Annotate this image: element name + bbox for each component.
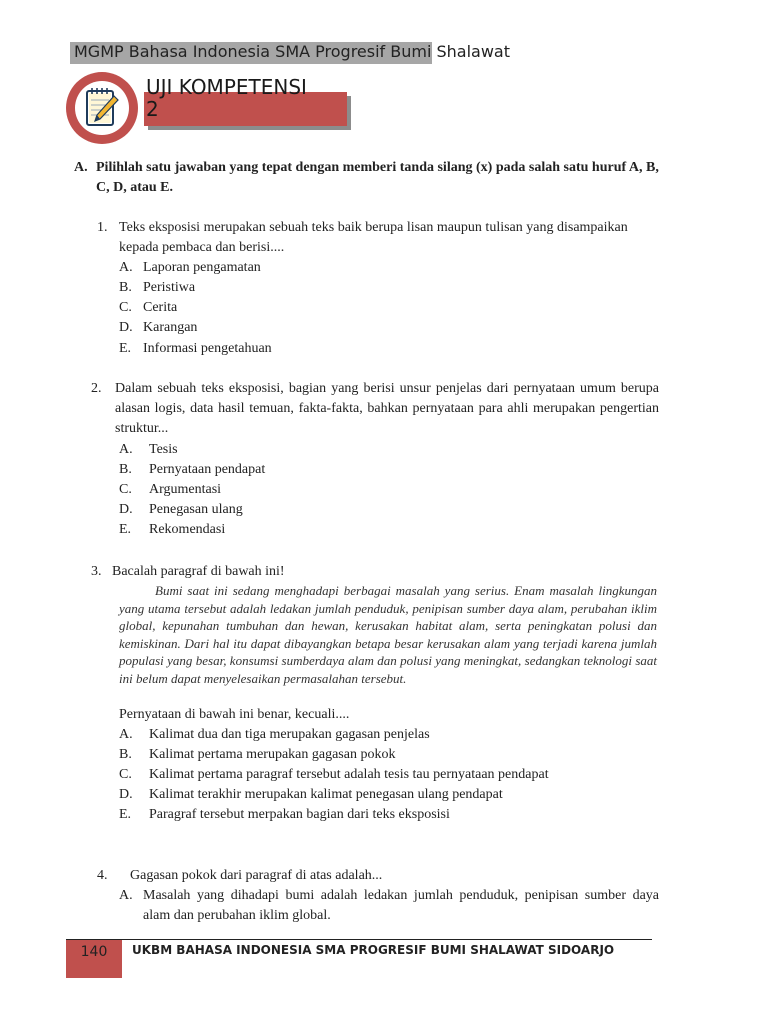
option-3d[interactable]: D. Kalimat terakhir merupakan kalimat penegasan ulang pendapat [119,787,503,802]
question-text: Bacalah paragraf di bawah ini! [112,564,285,579]
question-4 [97,866,659,886]
question-1 [97,218,659,258]
section-instruction [74,158,664,198]
option-1c[interactable]: C. Cerita [119,300,178,315]
option-1d[interactable]: D. Karangan [119,320,198,335]
option-2d[interactable]: D. Penegasan ulang [119,502,243,517]
option-2a[interactable]: A. Tesis [119,442,178,457]
footer-text: UKBM BAHASA INDONESIA SMA PROGRESIF BUMI SHALAWAT SIDOARJO [132,943,615,957]
notebook-pencil-icon [84,86,120,128]
question-text: Gagasan pokok dari paragraf di atas adalah... [130,868,383,883]
option-3e[interactable]: E. Paragraf tersebut merpakan bagian dari teks eksposisi [119,807,450,822]
question-3 [91,562,659,582]
option-2b[interactable]: B. Pernyataan pendapat [119,462,266,477]
option-1b[interactable]: B. Peristiwa [119,280,196,295]
question-number: 4. [97,868,108,883]
question-number: 3. [91,564,102,579]
question-prompt: Pernyataan di bawah ini benar, kecuali.... [119,707,350,722]
question-text: Teks eksposisi merupakan sebuah teks baik berupa lisan maupun tulisan yang disampaikan kepada pembaca dan berisi.... [119,220,628,255]
page-title [146,76,307,120]
option-3c[interactable]: C. Kalimat pertama paragraf tersebut adalah tesis tau pernyataan pendapat [119,767,549,782]
option-4a[interactable]: A. Masalah yang dihadapi bumi adalah ledakan jumlah penduduk, penipisan sumber daya alam dan perubahan iklim global. [119,888,659,923]
option-1e[interactable]: E. Informasi pengetahuan [119,341,272,356]
section-label: A. [74,160,88,175]
question-2 [91,379,659,439]
footer-rule [66,939,652,940]
page-number: 140 [80,944,108,960]
option-2e[interactable]: E. Rekomendasi [119,522,226,537]
header-title: MGMP Bahasa Indonesia SMA Progresif Bumi Shalawat [74,42,511,61]
question-number: 1. [97,220,108,235]
question-text: Dalam sebuah teks eksposisi, bagian yang berisi unsur penjelas dari pernyataan umum berupa alasan logis, data hasil temuan, fakta-fakta, bahkan pernyataan para ahli merupakan pengertian struktur... [115,381,659,436]
option-2c[interactable]: C. Argumentasi [119,482,222,497]
page-title-line2: 2 [146,97,159,121]
option-3a[interactable]: A. Kalimat dua dan tiga merupakan gagasan penjelas [119,727,430,742]
question-number: 2. [91,381,102,396]
option-3b[interactable]: B. Kalimat pertama merupakan gagasan pokok [119,747,396,762]
option-1a[interactable]: A. Laporan pengamatan [119,260,261,275]
reading-passage: Bumi saat ini sedang menghadapi berbagai masalah yang serius. Enam masalah lingkungan yang utama tersebut adalah ledakan jumlah penduduk, penipisan sumber daya alam, perubahan iklim global, kepunahan tumbuhan dan hewan, kerusakan habitat alam, serta peningkatan polusi dan kemiskinan. Dari hal itu dapat dibayangkan betapa besar kerusakan alam yang terjadi karena jumlah populasi yang besar, konsumsi sumberdaya alam dan polusi yang meningkat, sedangkan teknologi saat ini belum dapat menyelesaikan permasalahan tersebut. [119,583,657,686]
section-instruction-text: Pilihlah satu jawaban yang tepat dengan memberi tanda silang (x) pada salah satu huruf A, B, C, D, atau E. [96,160,659,195]
page-title-line1: UJI KOMPETENSI [146,75,307,99]
